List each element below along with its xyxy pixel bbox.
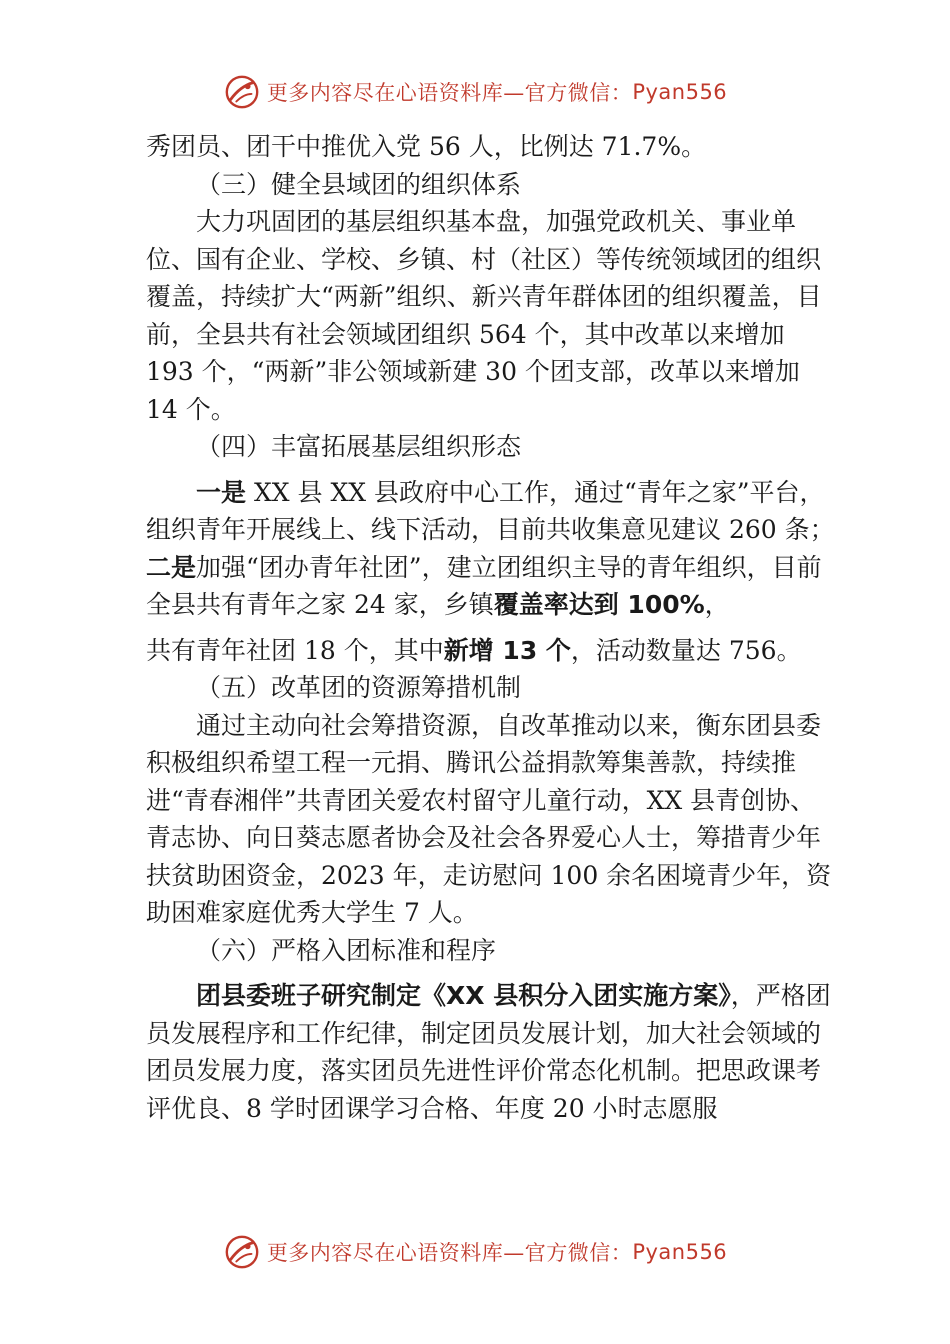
bold-phrase-second: 二是 [146,552,197,582]
paragraph-organization: 大力巩固团的基层组织基本盘，加强党政机关、事业单位、国有企业、学校、乡镇、村（社区）等传统领域团的组织覆盖，持续扩大“两新”组织、新兴青年群体团的组织覆盖，目前，全县共有社会领域团组织 564 个，其中改革以来增加 193 个，“两新”非公领域新建 30 个团支部，改革以来增加 14 个。 [146,207,822,424]
watermark-banner-bottom [0,1230,950,1274]
section-heading-5: （五）改革团的资源筹措机制 [196,673,522,702]
text-span: 共有青年社团 18 个，其中 [146,635,444,665]
paragraph-admission [146,977,836,1127]
bold-phrase-coverage: 覆盖率达到 100% [493,590,705,619]
document-body [146,128,836,1127]
section-heading-3: （三）健全县域团的组织体系 [196,169,522,199]
wechat-id: Pyan556 [632,1240,728,1264]
text-span: ，活动数量达 756。 [570,635,802,665]
text-span: 加强“团办青年社团”，建立团组织主导的青年组织，目前全县共有青年之家 24 家，乡镇 [146,552,822,619]
bold-phrase-new: 新增 13 个 [443,635,571,665]
banner-text: 更多内容尽在心语资料库—官方微信： [266,1241,633,1265]
paragraph-clubs [146,632,836,670]
watermark-banner-top [0,70,950,114]
paragraph-forms [146,474,836,624]
brand-logo-icon [223,73,261,111]
wechat-id: Pyan556 [632,80,728,104]
paragraph-resources: 通过主动向社会筹措资源，自改革推动以来，衡东团县委积极组织希望工程一元捐、腾讯公益捐款筹集善款，持续推进“青春湘伴”共青团关爱农村留守儿童行动，XX 县青创协、青志协、向日葵志愿者协会及社会各界爱心人士，筹措青少年扶贫助困资金，2023 年，走访慰问 100 余名困境青少年，资助困难家庭优秀大学生 7 人。 [146,710,832,927]
text-span: XX 县 XX 县政府中心工作，通过“青年之家”平台，组织青年开展线上、线下活动，目前共收集意见建议 260 条； [146,477,835,544]
brand-logo-icon [223,1233,261,1271]
bold-phrase-plan: 团县委班子研究制定《XX 县积分入团实施方案》 [196,981,731,1010]
text-span: ， [704,590,730,619]
banner-text: 更多内容尽在心语资料库—官方微信： [266,81,633,105]
section-heading-4: （四）丰富拓展基层组织形态 [196,432,522,461]
paragraph-continued: 秀团员、团干中推优入党 56 人，比例达 71.7%。 [146,132,707,161]
section-heading-6: （六）严格入团标准和程序 [196,935,497,965]
bold-phrase-first: 一是 [196,477,247,507]
text-span: ，严格团员发展程序和工作纪律，制定团员发展计划，加大社会领域的团员发展力度，落实团员先进性评价常态化机制。把思政课考评优良、8 学时团课学习合格、年度 20 小时志愿服 [146,981,831,1123]
